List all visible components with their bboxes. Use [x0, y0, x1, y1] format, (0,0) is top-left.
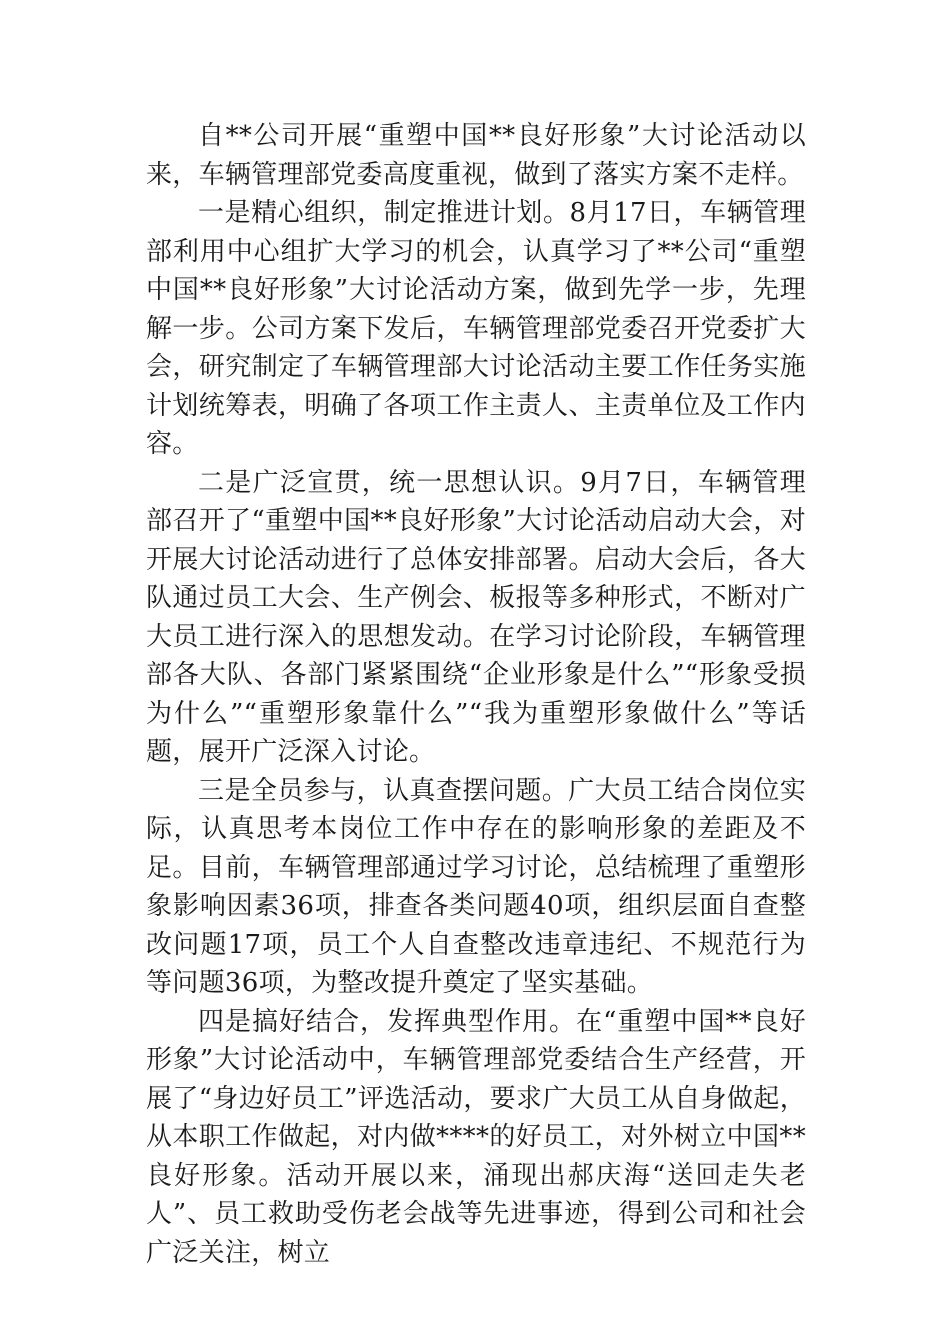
document-body: [146, 117, 806, 1272]
paragraph-point-three: 三是全员参与，认真查摆问题。广大员工结合岗位实际，认真思考本岗位工作中存在的影响形象的差距及不足。目前，车辆管理部通过学习讨论，总结梳理了重塑形象影响因素36项，排查各类问题40项，组织层面自查整改问题17项，员工个人自查整改违章违纪、不规范行为等问题36项，为整改提升奠定了坚实基础。: [146, 775, 806, 998]
paragraph-point-one: 一是精心组织，制定推进计划。8月17日，车辆管理部利用中心组扩大学习的机会，认真学习了**公司“重塑中国**良好形象”大讨论活动方案，做到先学一步，先理解一步。公司方案下发后，车辆管理部党委召开党委扩大会，研究制定了车辆管理部大讨论活动主要工作任务实施计划统筹表，明确了各项工作主责人、主责单位及工作内容。: [146, 198, 806, 459]
paragraph-point-four: 四是搞好结合，发挥典型作用。在“重塑中国**良好形象”大讨论活动中，车辆管理部党委结合生产经营，开展了“身边好员工”评选活动，要求广大员工从自身做起，从本职工作做起，对内做****的好员工，对外树立中国**良好形象。活动开展以来，涌现出郝庆海“送回走失老人”、员工救助受伤老会战等先进事迹，得到公司和社会广泛关注，树立: [146, 1006, 806, 1268]
paragraph-intro: 自**公司开展“重塑中国**良好形象”大讨论活动以来，车辆管理部党委高度重视，做到了落实方案不走样。: [146, 121, 806, 190]
paragraph-point-two: 二是广泛宣贯，统一思想认识。9月7日，车辆管理部召开了“重塑中国**良好形象”大讨论活动启动大会，对开展大讨论活动进行了总体安排部署。启动大会后，各大队通过员工大会、生产例会、板报等多种形式，不断对广大员工进行深入的思想发动。在学习讨论阶段，车辆管理部各大队、各部门紧紧围绕“企业形象是什么”“形象受损为什么”“重塑形象靠什么”“我为重塑形象做什么”等话题，展开广泛深入讨论。: [146, 467, 806, 767]
